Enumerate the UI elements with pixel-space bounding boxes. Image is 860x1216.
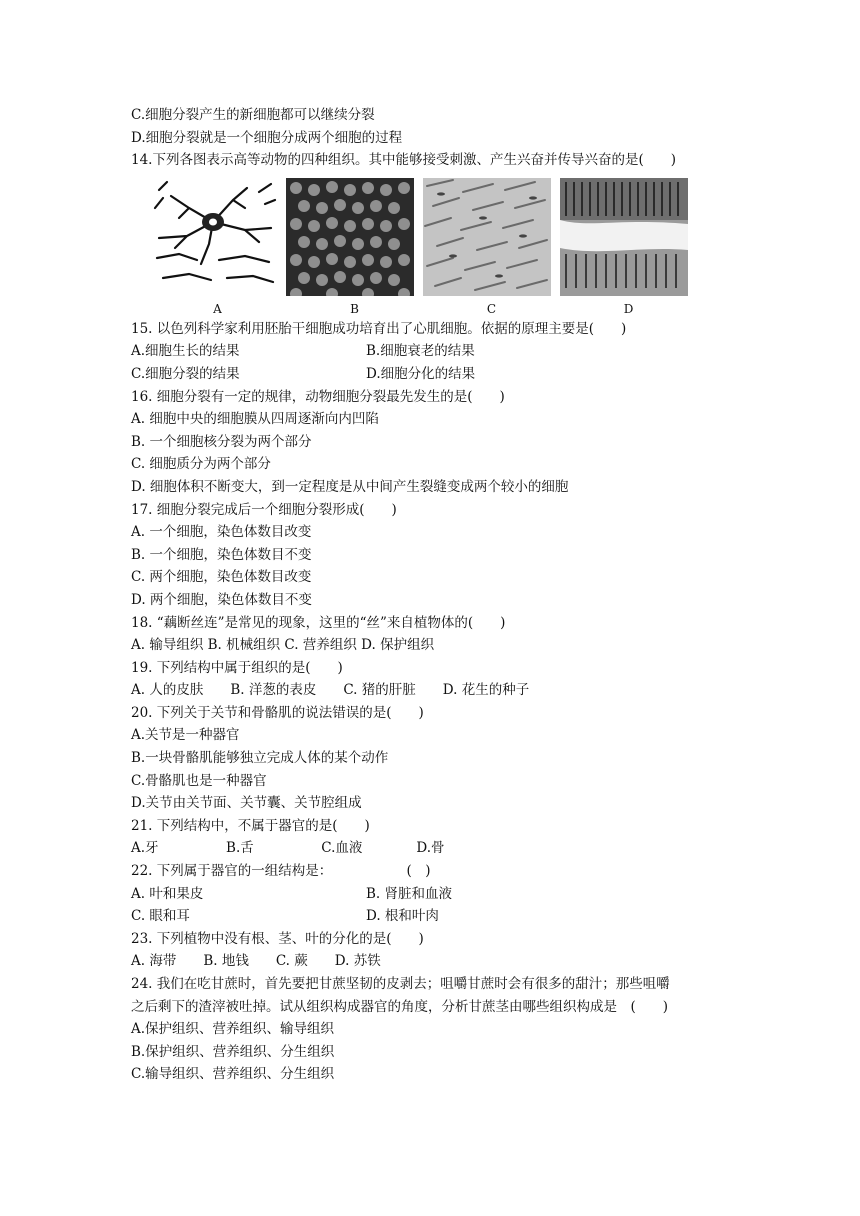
- option-line: C.输导组织、营养组织、分生组织: [131, 1066, 335, 1083]
- option-line: A. 海带 B. 地钱 C. 蕨 D. 苏铁: [131, 953, 381, 970]
- figure-d-tissue: [560, 178, 688, 296]
- option-line: D. 根和叶肉: [366, 908, 439, 925]
- option-line: B.细胞衰老的结果: [366, 343, 475, 360]
- question-15-stem: 15. 以色列科学家利用胚胎干细胞成功培育出了心肌细胞。依据的原理主要是( ): [131, 320, 627, 337]
- option-line: A.关节是一种器官: [131, 727, 240, 744]
- option-line: C. 两个细胞，染色体数目改变: [131, 569, 312, 586]
- option-line: D. 细胞体积不断变大，到一定程度是从中间产生裂缝变成两个较小的细胞: [131, 478, 569, 495]
- figure-label-b: B: [350, 301, 359, 316]
- option-line: B. 一个细胞核分裂为两个部分: [131, 433, 312, 450]
- option-line: D. 两个细胞，染色体数目不变: [131, 591, 312, 608]
- figure-label-d: D: [623, 301, 634, 316]
- figure-a-nerve-tissue: [149, 178, 277, 296]
- option-line: C.细胞分裂的结果: [131, 365, 240, 382]
- figure-label-a: A: [213, 301, 222, 316]
- option-line: A. 人的皮肤 B. 洋葱的表皮 C. 猪的肝脏 D. 花生的种子: [131, 682, 530, 699]
- option-line: B. 肾脏和血液: [366, 885, 453, 902]
- option-line: D.关节由关节面、关节囊、关节腔组成: [131, 795, 362, 812]
- option-line: C. 眼和耳: [131, 908, 190, 925]
- option-line: C.细胞分裂产生的新细胞都可以继续分裂: [131, 107, 375, 123]
- option-line: C. 细胞质分为两个部分: [131, 456, 271, 473]
- option-line: A.细胞生长的结果: [131, 343, 240, 360]
- option-line: D.细胞分裂就是一个细胞分成两个细胞的过程: [131, 129, 403, 146]
- question-18-stem: 18. “藕断丝连”是常见的现象，这里的“丝”来自植物体的( ): [131, 614, 506, 631]
- question-22-stem: 22. 下列属于器官的一组结构是： ( ): [131, 863, 431, 880]
- figure-labels: [149, 300, 731, 318]
- figure-b-tissue: [286, 178, 414, 296]
- option-line: A. 一个细胞，染色体数目改变: [131, 524, 312, 541]
- figure-c-tissue: [423, 178, 551, 296]
- option-line: A. 输导组织 B. 机械组织 C. 营养组织 D. 保护组织: [131, 637, 435, 654]
- question-16-stem: 16. 细胞分裂有一定的规律，动物细胞分裂最先发生的是( ): [131, 388, 505, 405]
- figure-label-c: C: [486, 301, 497, 316]
- question-20-stem: 20. 下列关于关节和骨骼肌的说法错误的是( ): [131, 704, 424, 721]
- option-line: A. 叶和果皮: [131, 885, 204, 902]
- option-line: D.细胞分化的结果: [366, 365, 476, 382]
- tissue-figures: [149, 178, 731, 296]
- option-line: A.牙 B.舌 C.血液 D.骨: [131, 840, 445, 857]
- question-21-stem: 21. 下列结构中，不属于器官的是( ): [131, 817, 370, 834]
- option-line: B.保护组织、营养组织、分生组织: [131, 1043, 335, 1060]
- question-24-stem: 24. 我们在吃甘蔗时，首先要把甘蔗坚韧的皮剥去；咀嚼甘蔗时会有很多的甜汁；那些咀嚼: [131, 976, 670, 992]
- option-line: A.保护组织、营养组织、输导组织: [131, 1021, 335, 1038]
- question-14-stem: 14.下列各图表示高等动物的四种组织。其中能够接受刺激、产生兴奋并传导兴奋的是( ): [131, 152, 677, 169]
- exam-page: [131, 104, 731, 1086]
- option-line: A. 细胞中央的细胞膜从四周逐渐向内凹陷: [131, 411, 379, 428]
- option-line: B.一块骨骼肌能够独立完成人体的某个动作: [131, 750, 389, 767]
- option-line: B. 一个细胞，染色体数目不变: [131, 546, 312, 563]
- question-17-stem: 17. 细胞分裂完成后一个细胞分裂形成( ): [131, 501, 397, 518]
- question-19-stem: 19. 下列结构中属于组织的是( ): [131, 659, 343, 676]
- option-line: C.骨骼肌也是一种器官: [131, 772, 267, 789]
- question-23-stem: 23. 下列植物中没有根、茎、叶的分化的是( ): [131, 930, 424, 947]
- question-24-stem-cont: 之后剩下的渣滓被吐掉。试从组织构成器官的角度，分析甘蔗茎由哪些组织构成是 ( ): [131, 998, 669, 1015]
